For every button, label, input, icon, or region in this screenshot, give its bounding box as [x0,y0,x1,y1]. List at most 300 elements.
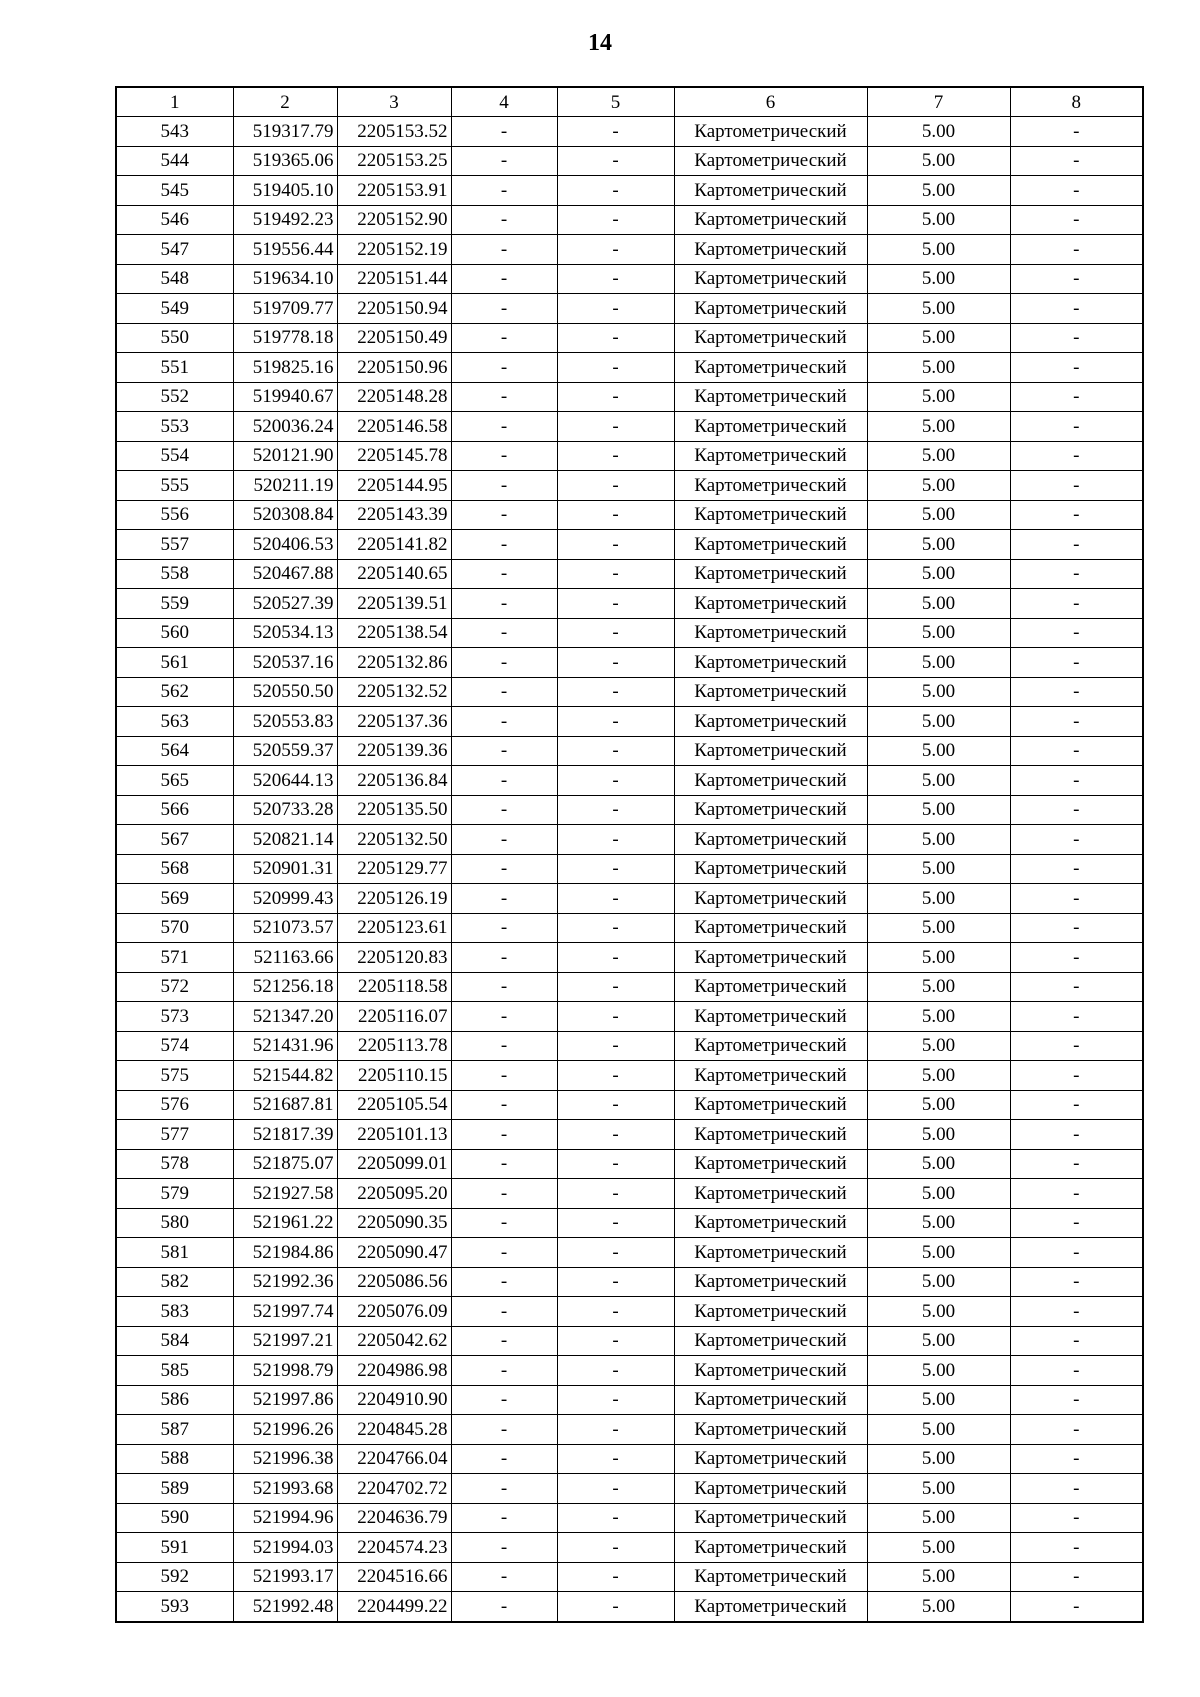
column-header: 4 [451,87,557,117]
table-cell: 519556.44 [233,235,337,265]
table-cell: - [1010,1297,1143,1327]
table-cell: - [557,884,674,914]
table-cell: 2205090.35 [337,1208,451,1238]
table-cell: Картометрический [674,1149,867,1179]
table-cell: - [557,235,674,265]
table-cell: 520534.13 [233,618,337,648]
table-cell: 564 [116,736,233,766]
table-cell: 5.00 [867,530,1010,560]
table-cell: 5.00 [867,1061,1010,1091]
table-cell: - [451,677,557,707]
table-cell: 563 [116,707,233,737]
table-cell: 2204845.28 [337,1415,451,1445]
table-row [116,736,1143,766]
table-row [116,1208,1143,1238]
table-cell: 555 [116,471,233,501]
table-cell: 521997.74 [233,1297,337,1327]
table-cell: 2205132.50 [337,825,451,855]
table-cell: - [557,264,674,294]
table-cell: 2205143.39 [337,500,451,530]
table-cell: - [557,1444,674,1474]
table-cell: 2204702.72 [337,1474,451,1504]
table-cell: 2205123.61 [337,913,451,943]
table-cell: - [451,1120,557,1150]
table-cell: 521994.03 [233,1533,337,1563]
table-cell: - [1010,353,1143,383]
table-cell: Картометрический [674,471,867,501]
table-cell: 5.00 [867,1356,1010,1386]
table-cell: Картометрический [674,1179,867,1209]
table-cell: 2204574.23 [337,1533,451,1563]
table-cell: - [557,382,674,412]
table-cell: - [557,1031,674,1061]
table-cell: - [1010,736,1143,766]
table-cell: - [451,559,557,589]
table-cell: 521817.39 [233,1120,337,1150]
table-row [116,323,1143,353]
table-cell: 2205140.65 [337,559,451,589]
table-cell: - [451,1533,557,1563]
table-cell: 521163.66 [233,943,337,973]
table-row [116,471,1143,501]
table-row [116,943,1143,973]
table-cell: 2205042.62 [337,1326,451,1356]
table-cell: - [557,1592,674,1622]
table-cell: 556 [116,500,233,530]
table-row [116,1002,1143,1032]
table-cell: - [1010,1356,1143,1386]
table-cell: - [557,1297,674,1327]
table-cell: - [1010,648,1143,678]
table-cell: - [451,382,557,412]
table-cell: - [1010,1533,1143,1563]
table-cell: Картометрический [674,205,867,235]
table-cell: - [451,1002,557,1032]
table-cell: Картометрический [674,1090,867,1120]
table-cell: 574 [116,1031,233,1061]
table-cell: Картометрический [674,589,867,619]
table-row [116,382,1143,412]
table-cell: 2205139.51 [337,589,451,619]
table-cell: 578 [116,1149,233,1179]
table-cell: - [451,1415,557,1445]
coordinates-table [115,86,1144,1623]
table-cell: - [1010,117,1143,147]
table-cell: Картометрический [674,1415,867,1445]
table-cell: - [451,618,557,648]
table-cell: - [1010,264,1143,294]
table-cell: 5.00 [867,648,1010,678]
table-cell: - [557,618,674,648]
table-cell: 521961.22 [233,1208,337,1238]
table-cell: - [451,1356,557,1386]
table-row [116,1326,1143,1356]
table-cell: 2205105.54 [337,1090,451,1120]
table-cell: 2205099.01 [337,1149,451,1179]
table-cell: 559 [116,589,233,619]
table-cell: 568 [116,854,233,884]
table-cell: - [557,1562,674,1592]
table-cell: - [451,1474,557,1504]
table-cell: 2205148.28 [337,382,451,412]
table-cell: 520121.90 [233,441,337,471]
table-cell: Картометрический [674,1031,867,1061]
table-cell: Картометрический [674,972,867,1002]
table-cell: 590 [116,1503,233,1533]
table-cell: 5.00 [867,795,1010,825]
table-row [116,1267,1143,1297]
table-cell: 2205152.90 [337,205,451,235]
table-cell: 2205138.54 [337,618,451,648]
table-cell: 5.00 [867,441,1010,471]
table-cell: 519634.10 [233,264,337,294]
table-cell: 520036.24 [233,412,337,442]
table-cell: 572 [116,972,233,1002]
table-cell: - [451,1326,557,1356]
table-cell: 520901.31 [233,854,337,884]
table-cell: - [557,972,674,1002]
table-cell: - [451,1179,557,1209]
table-cell: 2205120.83 [337,943,451,973]
table-cell: - [1010,1444,1143,1474]
table-cell: - [557,117,674,147]
table-cell: - [451,913,557,943]
table-row [116,146,1143,176]
table-cell: 2205090.47 [337,1238,451,1268]
table-cell: - [451,1562,557,1592]
table-cell: 520406.53 [233,530,337,560]
table-cell: 2205101.13 [337,1120,451,1150]
table-cell: 520211.19 [233,471,337,501]
table-cell: - [451,1238,557,1268]
column-header: 1 [116,87,233,117]
table-cell: - [557,707,674,737]
table-cell: - [451,412,557,442]
table-cell: Картометрический [674,500,867,530]
table-cell: - [451,235,557,265]
table-cell: 5.00 [867,913,1010,943]
table-cell: 521073.57 [233,913,337,943]
table-cell: 5.00 [867,1474,1010,1504]
table-cell: - [1010,589,1143,619]
table-cell: 5.00 [867,854,1010,884]
table-cell: - [1010,1238,1143,1268]
table-row [116,1533,1143,1563]
table-cell: Картометрический [674,1002,867,1032]
table-cell: 586 [116,1385,233,1415]
table-cell: 5.00 [867,176,1010,206]
table-cell: 567 [116,825,233,855]
table-cell: - [1010,1474,1143,1504]
table-cell: - [1010,559,1143,589]
table-row [116,412,1143,442]
table-cell: - [451,294,557,324]
table-cell: 562 [116,677,233,707]
table-cell: Картометрический [674,1562,867,1592]
column-header: 8 [1010,87,1143,117]
table-cell: 543 [116,117,233,147]
table-cell: - [1010,1326,1143,1356]
table-cell: Картометрический [674,884,867,914]
table-cell: 592 [116,1562,233,1592]
table-cell: 548 [116,264,233,294]
table-cell: Картометрический [674,913,867,943]
table-cell: 2205150.49 [337,323,451,353]
column-header: 3 [337,87,451,117]
table-cell: 520537.16 [233,648,337,678]
table-cell: 5.00 [867,677,1010,707]
table-cell: 5.00 [867,117,1010,147]
table-cell: Картометрический [674,1297,867,1327]
table-cell: Картометрический [674,323,867,353]
table-cell: 519709.77 [233,294,337,324]
table-cell: 2205146.58 [337,412,451,442]
table-cell: 521875.07 [233,1149,337,1179]
table-cell: 2204516.66 [337,1562,451,1592]
table-cell: 5.00 [867,736,1010,766]
table-cell: - [557,1356,674,1386]
table-cell: - [557,825,674,855]
table-cell: 5.00 [867,707,1010,737]
table-cell: 551 [116,353,233,383]
table-cell: - [451,1444,557,1474]
table-cell: 5.00 [867,235,1010,265]
table-cell: - [1010,707,1143,737]
table-cell: - [1010,471,1143,501]
table-row [116,795,1143,825]
table-cell: Картометрический [674,1592,867,1622]
table-cell: - [557,1326,674,1356]
table-cell: 553 [116,412,233,442]
table-cell: - [1010,677,1143,707]
table-cell: 2205153.91 [337,176,451,206]
table-cell: 566 [116,795,233,825]
table-cell: Картометрический [674,1326,867,1356]
table-cell: Картометрический [674,1533,867,1563]
table-cell: 520550.50 [233,677,337,707]
table-cell: - [451,1090,557,1120]
table-cell: - [557,146,674,176]
table-row [116,648,1143,678]
table-cell: Картометрический [674,441,867,471]
table-cell: 521997.86 [233,1385,337,1415]
table-row [116,1090,1143,1120]
table-row [116,353,1143,383]
table-row [116,1415,1143,1445]
page-number: 14 [588,30,612,56]
table-cell: 547 [116,235,233,265]
table-cell: 520467.88 [233,559,337,589]
table-cell: 2205144.95 [337,471,451,501]
table-cell: Картометрический [674,1444,867,1474]
table-cell: 5.00 [867,1208,1010,1238]
table-cell: - [451,1031,557,1061]
table-cell: - [451,736,557,766]
table-cell: 5.00 [867,972,1010,1002]
table-cell: - [451,176,557,206]
table-cell: Картометрический [674,736,867,766]
table-cell: 2205118.58 [337,972,451,1002]
table-cell: - [557,353,674,383]
table-cell: 5.00 [867,559,1010,589]
column-header: 6 [674,87,867,117]
table-cell: - [451,264,557,294]
table-cell: 5.00 [867,1120,1010,1150]
table-cell: - [557,648,674,678]
table-cell: - [451,972,557,1002]
table-cell: 577 [116,1120,233,1150]
table-cell: 5.00 [867,1031,1010,1061]
table-cell: - [1010,530,1143,560]
table-cell: - [557,1474,674,1504]
table-cell: 5.00 [867,382,1010,412]
table-row [116,205,1143,235]
table-cell: - [451,441,557,471]
table-cell: 2205145.78 [337,441,451,471]
table-cell: 521256.18 [233,972,337,1002]
table-row [116,500,1143,530]
table-cell: - [1010,1415,1143,1445]
table-cell: - [557,1385,674,1415]
table-cell: - [451,648,557,678]
table-cell: 576 [116,1090,233,1120]
table-cell: - [451,205,557,235]
table-cell: 521984.86 [233,1238,337,1268]
table-cell: 521347.20 [233,1002,337,1032]
table-row [116,530,1143,560]
table-row [116,1592,1143,1622]
table-cell: Картометрический [674,559,867,589]
table-row [116,1562,1143,1592]
table-cell: 575 [116,1061,233,1091]
table-cell: - [1010,825,1143,855]
table-cell: - [557,294,674,324]
table-cell: - [557,589,674,619]
table-cell: - [1010,146,1143,176]
table-cell: - [451,1149,557,1179]
table-cell: 579 [116,1179,233,1209]
table-cell: 552 [116,382,233,412]
table-cell: - [451,884,557,914]
table-row [116,294,1143,324]
table-cell: - [557,854,674,884]
table-cell: 2204910.90 [337,1385,451,1415]
table-cell: 2204766.04 [337,1444,451,1474]
table-row [116,1385,1143,1415]
table-cell: - [1010,1061,1143,1091]
table-cell: 2205151.44 [337,264,451,294]
table-row [116,176,1143,206]
table-cell: 557 [116,530,233,560]
table-cell: 558 [116,559,233,589]
table-row [116,264,1143,294]
table-cell: Картометрический [674,235,867,265]
table-cell: Картометрический [674,1474,867,1504]
table-cell: 560 [116,618,233,648]
table-cell: - [557,913,674,943]
table-cell: 5.00 [867,294,1010,324]
table-cell: 5.00 [867,412,1010,442]
table-cell: 587 [116,1415,233,1445]
table-cell: - [1010,943,1143,973]
table-row [116,1474,1143,1504]
table-cell: - [451,795,557,825]
table-row [116,117,1143,147]
table-cell: - [1010,795,1143,825]
table-cell: 584 [116,1326,233,1356]
table-cell: 5.00 [867,205,1010,235]
table-cell: 571 [116,943,233,973]
table-row [116,825,1143,855]
table-cell: 581 [116,1238,233,1268]
table-cell: Картометрический [674,382,867,412]
table-cell: - [557,1179,674,1209]
table-cell: 544 [116,146,233,176]
table-cell: - [557,176,674,206]
table-cell: - [1010,412,1143,442]
table-cell: - [1010,441,1143,471]
table-cell: Картометрический [674,1267,867,1297]
table-cell: 2205136.84 [337,766,451,796]
table-cell: - [1010,766,1143,796]
table-cell: 519405.10 [233,176,337,206]
table-cell: - [557,1503,674,1533]
table-cell: - [557,441,674,471]
table-cell: 5.00 [867,471,1010,501]
table-cell: 5.00 [867,1267,1010,1297]
table-cell: - [451,1385,557,1415]
table-cell: 521996.38 [233,1444,337,1474]
table-cell: 2205150.94 [337,294,451,324]
table-cell: Картометрический [674,648,867,678]
table-cell: Картометрический [674,1503,867,1533]
column-header: 2 [233,87,337,117]
table-cell: 583 [116,1297,233,1327]
table-cell: 5.00 [867,884,1010,914]
table-cell: - [1010,1090,1143,1120]
table-cell: - [1010,1031,1143,1061]
table-cell: - [557,530,674,560]
table-cell: - [451,471,557,501]
table-row [116,766,1143,796]
table-cell: 2205076.09 [337,1297,451,1327]
table-cell: - [557,736,674,766]
table-cell: 2205153.52 [337,117,451,147]
table-cell: 5.00 [867,1149,1010,1179]
table-cell: Картометрический [674,117,867,147]
table-cell: 520821.14 [233,825,337,855]
table-cell: - [557,205,674,235]
table-row [116,589,1143,619]
table-cell: - [451,146,557,176]
table-cell: Картометрический [674,1356,867,1386]
table-cell: 5.00 [867,1503,1010,1533]
table-cell: - [1010,1002,1143,1032]
table-cell: - [557,943,674,973]
table-cell: 2205150.96 [337,353,451,383]
table-row [116,1061,1143,1091]
table-cell: 521993.68 [233,1474,337,1504]
table-cell: Картометрический [674,618,867,648]
table-cell: 545 [116,176,233,206]
table-cell: 521998.79 [233,1356,337,1386]
table-cell: 521431.96 [233,1031,337,1061]
table-cell: - [1010,972,1143,1002]
table-cell: - [557,500,674,530]
table-cell: 2204636.79 [337,1503,451,1533]
table-cell: Картометрический [674,353,867,383]
table-row [116,1031,1143,1061]
